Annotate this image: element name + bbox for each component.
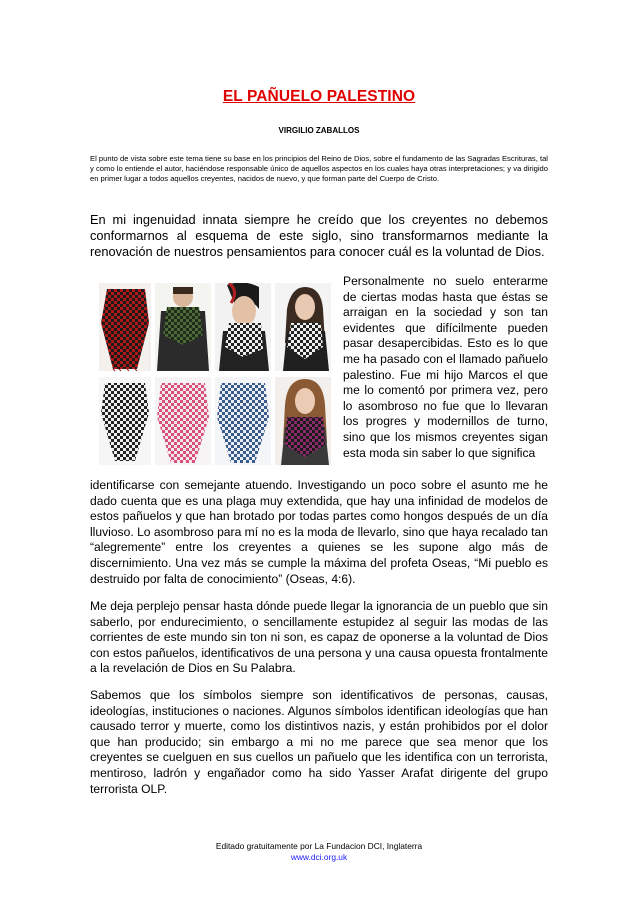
woman-bw-scarf-photo bbox=[275, 283, 331, 371]
scarf-photo-collage bbox=[99, 283, 331, 465]
paragraph-3: Me deja perplejo pensar hasta dónde puede llegar la ignorancia de un pueblo que sin saberlo, por endurecimiento, o sencillamente estupidez al seguir las modas de las corrientes de este mundo sin ton ni son, es capaz de oponerse a la voluntad de Dios con estos pañuelos, identificativos de una persona y una causa opuesta frontalmente a la revelación de Dios en Su Palabra. bbox=[90, 599, 548, 676]
blue-scarf-photo bbox=[215, 377, 271, 465]
side-paragraph: Personalmente no suelo enterarme de ciertas modas hasta que éstas se arraigan en la sociedad y son tan evidentes que difícilmente pueden pasar desapercibidas. Esto es lo que me ha pasado con el llamado pañuelo palestino. Fue mi hijo Marcos el que me lo comentó por primera vez, pero lo asombroso no fue que lo llevaran los progres y modernillos de turno, sino que los mismos creyentes sigan esta moda sin saber lo que significa bbox=[343, 274, 548, 460]
pink-scarf-photo bbox=[155, 377, 211, 465]
paragraph-2: identificarse con semejante atuendo. Investigando un poco sobre el asunto me he dado cuenta que es una plaga muy extendida, que hay una infinidad de modelos de estos pañuelos y que han brotado por todas partes como hongos después de un día lluvioso. Lo asombroso para mí no es la moda de llevarlo, sino que haya recalado tan “alegremente” entre los creyentes a quienes se les supone algo más de discernimiento. Una vez más se cumple la máxima del profeta Oseas, “Mi pueblo es destruido por falta de conocimiento” (Oseas, 4:6). bbox=[90, 478, 548, 586]
man-bw-scarf-photo bbox=[215, 283, 271, 371]
paragraph-4: Sabemos que los símbolos siempre son identificativos de personas, causas, ideologías, instituciones o naciones. Algunos símbolos identifican ideologías que han causado terror y muerte, como los distintivos nazis, y están prohibidos por el dolor que han producido; sin embargo a mi no me parece que sea menor que los creyentes se cuelguen en sus cuellos un pañuelo que les identifica con un terrorista, mentiroso, ladrón y engañador como ha sido Yasser Arafat dirigente del grupo terrorista OLP. bbox=[90, 688, 548, 796]
red-scarf-photo bbox=[99, 283, 151, 371]
footer-publisher: Editado gratuitamente por La Fundacion DCI, Inglaterra bbox=[215, 841, 423, 851]
document-title: EL PAÑUELO PALESTINO bbox=[222, 88, 416, 105]
author-name: VIRGILIO ZABALLOS bbox=[278, 126, 360, 135]
paragraph-1: En mi ingenuidad innata siempre he creído que los creyentes no debemos conformarnos al esquema de este siglo, sino transformarnos mediante la renovación de nuestros pensamientos para conocer cuál es la voluntad de Dios. bbox=[90, 212, 548, 260]
bw-scarf-photo bbox=[99, 377, 151, 465]
footer-url-link[interactable]: www.dci.org.uk bbox=[290, 852, 348, 862]
page-footer bbox=[0, 841, 638, 863]
green-scarf-photo bbox=[155, 283, 211, 371]
intro-disclaimer: El punto de vista sobre este tema tiene su base en los principios del Reino de Dios, sobre el fundamento de las Sagradas Escrituras, tal y como lo entiende el autor, haciéndose responsable único de aquellos aspectos en los cuales haya otras interpretaciones; y va dirigido en primer lugar a todos aquellos creyentes, nacidos de nuevo, y que forman parte del Cuerpo de Cristo. bbox=[90, 154, 548, 184]
woman-magenta-scarf-photo bbox=[275, 377, 331, 465]
scarf-photos-image bbox=[99, 283, 331, 465]
